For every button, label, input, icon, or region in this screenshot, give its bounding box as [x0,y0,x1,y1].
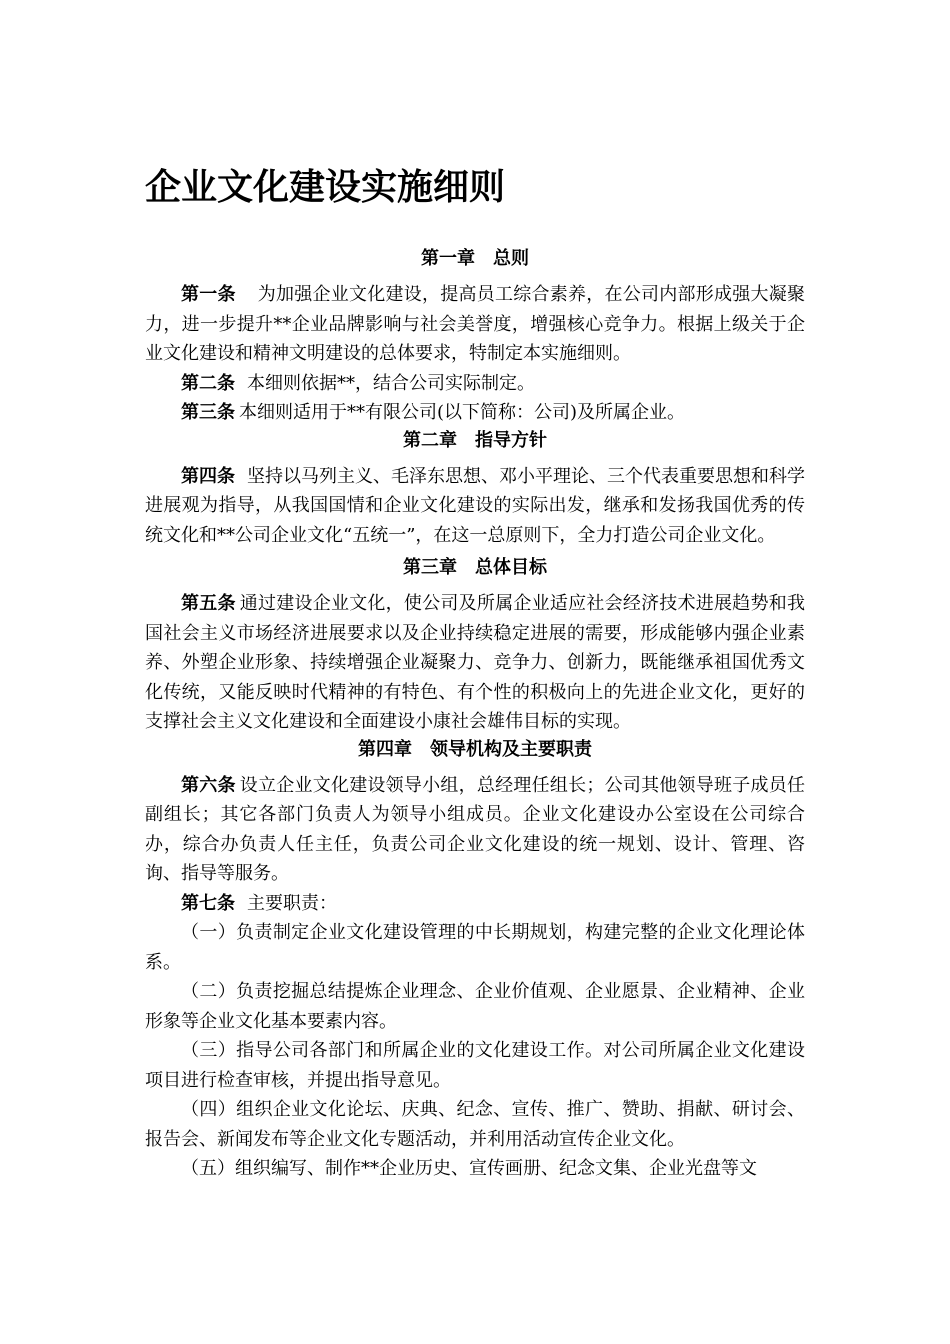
article-4 [145,462,805,551]
chapter-number: 第一章 [421,248,475,269]
article-label: 第七条 [181,892,235,914]
duty-item-4: （四）组织企业文化论坛、庆典、纪念、宣传、推广、赞助、捐献、研讨会、报告会、新闻发布等企业文化专题活动，并利用活动宣传企业文化。 [145,1099,805,1150]
article-label: 第三条 [181,402,235,423]
article-text: 主要职责： [247,892,337,914]
article-5 [145,589,805,737]
article-text: 为加强企业文化建设，提高员工综合素养，在公司内部形成强大凝聚力，进一步提升**企业品牌影响与社会美誉度，增强核心竞争力。根据上级关于企业文化建设和精神文明建设的总体要求，特制定本实施细则。 [145,284,805,364]
chapter-name: 总则 [493,248,529,269]
chapter-name: 指导方针 [475,429,547,451]
article-1 [145,280,805,369]
duty-item-5: （五）组织编写、制作**企业历史、宣传画册、纪念文集、企业光盘等文 [181,1158,757,1179]
chapter-3-heading [145,550,805,585]
article-text: 通过建设企业文化，使公司及所属企业适应社会经济技术进展趋势和我国社会主义市场经济进展要求以及企业持续稳定进展的需要，形成能够内强企业素养、外塑企业形象、持续增强企业凝聚力、竞争力、创新力，既能继承祖国优秀文化传统，又能反映时代精神的有特色、有个性的积极向上的先进企业文化，更好的支撑社会主义文化建设和全面建设小康社会雄伟目标的实现。 [145,593,806,732]
article-label: 第六条 [181,774,236,796]
chapter-4-heading [145,737,805,767]
article-7 [145,889,805,919]
chapter-number: 第三章 [403,557,457,578]
document-body [145,241,805,1184]
duty-item-2: （二）负责挖掘总结提炼企业理念、企业价值观、企业愿景、企业精神、企业形象等企业文化基本要素内容。 [145,981,805,1032]
chapter-number: 第二章 [403,429,457,451]
duty-item-3: （三）指导公司各部门和所属企业的文化建设工作。对公司所属企业文化建设项目进行检查审核，并提出指导意见。 [145,1040,805,1091]
article-label: 第四条 [181,465,235,487]
article-6 [145,771,805,889]
chapter-1-heading [145,241,805,276]
duty-item-1: （一）负责制定企业文化建设管理的中长期规划，构建完整的企业文化理论体系。 [145,922,805,973]
chapter-name: 总体目标 [475,557,547,578]
chapter-number: 第四章 [358,738,412,760]
article-text: 本细则依据**，结合公司实际制定。 [247,372,535,394]
article-label: 第一条 [181,284,236,305]
chapter-name: 领导机构及主要职责 [430,738,592,760]
article-text: 坚持以马列主义、毛泽东思想、邓小平理论、三个代表重要思想和科学进展观为指导，从我国国情和企业文化建设的实际出发，继承和发扬我国优秀的传统文化和**公司企业文化“五统一”，在这一总原则下，全力打造公司企业文化。 [145,465,805,546]
article-text: 本细则适用于**有限公司(以下简称：公司)及所属企业。 [239,402,686,423]
article-3 [145,398,805,428]
article-label: 第二条 [181,372,235,394]
article-label: 第五条 [181,593,236,614]
chapter-2-heading [145,428,805,458]
document-title: 企业文化建设实施细则 [145,167,506,208]
article-2 [145,369,805,399]
article-text: 设立企业文化建设领导小组，总经理任组长；公司其他领导班子成员任副组长；其它各部门负责人为领导小组成员。企业文化建设办公室设在公司综合办，综合办负责人任主任，负责公司企业文化建设的统一规划、设计、管理、咨询、指导等服务。 [145,774,806,884]
